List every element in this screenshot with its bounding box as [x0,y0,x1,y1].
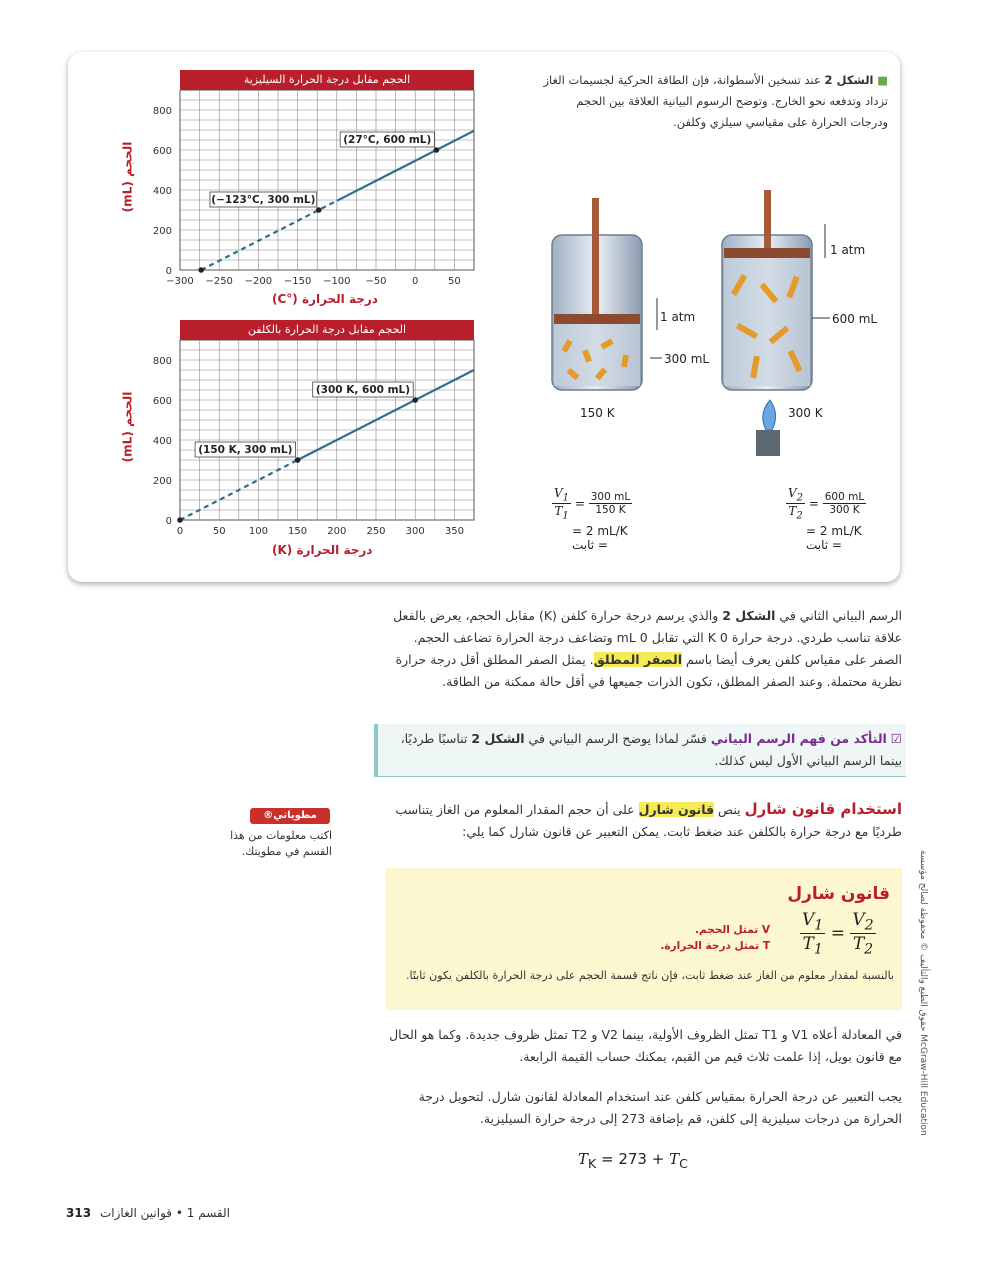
x-tick-label: 200 [327,526,347,537]
data-label: (150 K, 300 mL) [198,444,293,456]
section-footer: القسم 1 • قوانين الغازات [100,1206,230,1220]
chart2-kelvin [120,340,500,570]
x-tick-label: 350 [444,526,464,537]
left-pressure: 1 atm [660,310,696,324]
x-tick-label: −150 [283,276,312,287]
law-description: بالنسبة لمقدار معلوم من الغاز عند ضغط ثابت، فإن ناتج قسمة الحجم على درجة الحرارة بالكلفن يكون ثابتًا. [406,969,894,982]
data-label: (27°C, 600 mL) [343,134,432,146]
eq-left-result: = 2 mL/K [572,523,628,538]
chart2-xlabel: درجة الحرارة (K) [272,543,373,557]
x-tick-label: 100 [248,526,268,537]
graph-check-text: ☑ التأكد من فهم الرسم البياني فسّر لماذا يوضح الرسم البياني في الشكل 2 تناسبًا طرديًا، بينما الرسم البياني الأول ليس كذلك. [400,731,902,768]
y-tick-label: 0 [165,516,172,527]
figure-caption [540,70,888,133]
x-tick-label: 250 [366,526,386,537]
data-label: (300 K, 600 mL) [315,384,411,396]
right-volume: 600 mL [832,312,878,326]
left-volume: 300 mL [664,352,710,366]
chart1-title: الحجم مقابل درجة الحرارة السيليزية [180,70,474,90]
chart1-ylabel: الحجم (mL) [120,141,135,213]
caption-text: عند تسخين الأسطوانة، فإن الطاقة الحركية لجسيمات الغاز تزداد وتدفعه نحو الخارج. وتوضح الرسوم البيانية العلاقة بين الحجم ودرجات الحرارة على مقياسي سيلزي وكلفن. [543,73,888,129]
right-temp: 300 K [788,406,823,420]
left-temp: 150 K [580,406,615,420]
y-tick-label: 200 [152,226,172,237]
x-tick-label: −200 [244,276,273,287]
data-point [412,397,418,403]
eq-right-const: = ثابت [806,537,842,552]
eq-right-result: = 2 mL/K [806,523,862,538]
paragraph-kelvin-conversion: يجب التعبير عن درجة الحرارة بمقياس كلفن عند استخدام المعادلة لقانون شارل. لتحويل درجة الحرارة من درجات سيليزية إلى كلفن، قم بإضافة 273 إلى درجة حرارة السيليزية. [418,1089,902,1126]
x-tick-label: −250 [205,276,233,287]
eq-left-const: = ثابت [572,537,608,552]
y-tick-label: 200 [152,476,172,487]
x-tick-label: 300 [405,526,425,537]
right-pressure: 1 atm [830,243,866,257]
caption-label: الشكل 2 [824,73,874,87]
x-tick-label: 150 [288,526,308,537]
law-definitions: V تمثل الحجم. T تمثل درجة الحرارة. [660,924,770,952]
y-tick-label: 400 [152,436,172,447]
foldables-note: اكتب معلومات من هذا القسم في مطويتك. [230,829,332,858]
foldables-badge: مطوياتي® [250,808,330,824]
y-tick-label: 800 [152,356,172,367]
charles-heading: استخدام قانون شارل [744,800,902,818]
term-charles-law: قانون شارل [638,802,715,817]
chart1-xlabel: درجة الحرارة (°C) [272,292,378,306]
y-tick-label: 800 [152,106,172,117]
copyright-credit: حقوق الطبع والتأليف © محفوظة لصالح مؤسسة McGraw-Hill Education [918,850,928,1136]
page-number: 313 [66,1206,92,1220]
x-tick-label: −300 [166,276,194,287]
data-point [177,517,183,523]
x-tick-label: 50 [212,526,226,537]
eq-right: $\frac{V_2}{T_2}$ = $\frac{600 mL}{300 K}$ = 2 mL/K = ثابت [788,486,865,552]
conversion-formula: $T_K = 273 + T_C$ [578,1150,688,1171]
term-absolute-zero: الصفر المطلق [593,652,682,667]
law-equation: $\frac{V_1}{T_1}$ = $\frac{V_2}{T_2}$ [802,910,874,958]
paragraph-conditions: في المعادلة أعلاه V1 و T1 تمثل الظروف الأولية، بينما V2 و T2 تمثل ظروف جديدة. وكما هو الحال مع قانون بويل، إذا علمت ثلاث قيم من القيم، يمكنك حساب القيمة الرابعة. [389,1027,902,1064]
data-point [198,267,204,273]
eq-left: $\frac{V_1}{T_1}$ = $\frac{300 mL}{150 K}$ = 2 mL/K = ثابت [554,486,631,552]
y-tick-label: 600 [152,396,172,407]
law-title: قانون شارل [787,884,890,904]
paragraph-absolute-zero: الرسم البياني الثاني في الشكل 2 والذي يرسم درجة حرارة كلفن (K) مقابل الحجم، يعرض بالفعل علاقة تناسب طردي. درجة حرارة 0 K التي تقابل 0 mL وتضاعف درجة الحرارة تضاعف الحجم. الصفر على مقياس كلفن يعرف أيضا باسم الصفر المطلق. يمثل الصفر المطلق أقل درجة حرارة نظرية محتملة. وعند الصفر المطلق، تكون الذرات جميعها في أقل حالة ممكنة من الطاقة. [393,608,902,689]
data-point [316,207,322,213]
x-tick-label: 50 [448,276,461,287]
x-tick-label: 0 [412,276,419,287]
data-label: (−123°C, 300 mL) [211,194,316,206]
chart1-celsius [120,90,500,320]
x-tick-label: −50 [365,276,387,287]
paragraph-charles: استخدام قانون شارل ينص قانون شارل على أن حجم المقدار المعلوم من الغاز يتناسب طرديًا مع درجة حرارة بالكلفن عند ضغط ثابت. يمكن التعبير عن قانون شارل كما يلي: [395,800,902,839]
chart2-ylabel: الحجم (mL) [120,391,135,463]
checkbox-icon: ☑ [890,731,902,746]
data-point [295,457,301,463]
y-tick-label: 400 [152,186,172,197]
x-tick-label: 0 [176,526,184,537]
y-tick-label: 600 [152,146,172,157]
chart2-title: الحجم مقابل درجة الحرارة بالكلفن [180,320,474,340]
x-tick-label: −100 [323,276,351,287]
caption-bullet-icon: ■ [877,73,888,87]
y-tick-label: 0 [165,266,172,277]
cylinder-illustration [540,190,900,470]
data-point [434,147,440,153]
